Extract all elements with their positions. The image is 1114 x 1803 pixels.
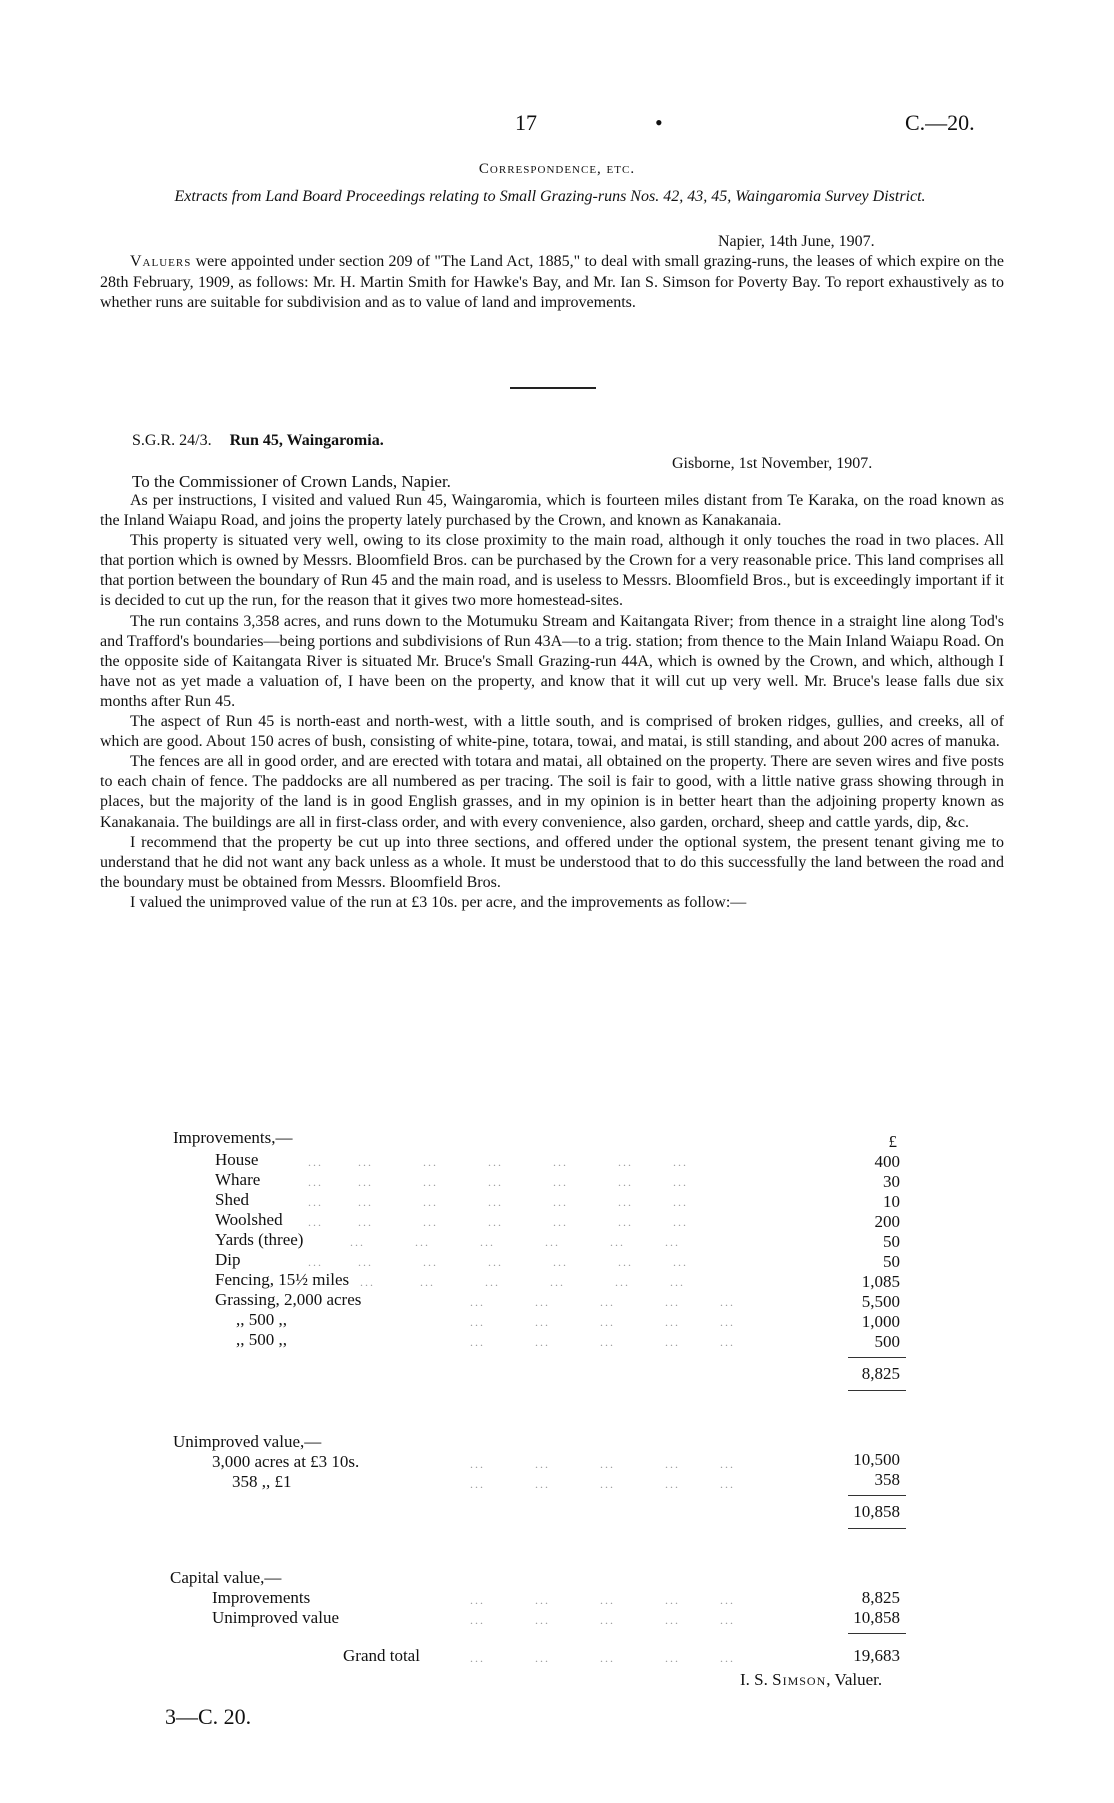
total-rule <box>848 1357 906 1358</box>
section-title: Correspondence, etc. <box>478 161 636 177</box>
valuers-lead: Valuers <box>130 253 192 270</box>
sgr-reference: S.G.R. 24/3. <box>132 432 212 449</box>
item-amount: 50 <box>883 1252 900 1271</box>
report-paragraph-3: The run contains 3,358 acres, and runs down to the Motumuku Stream and Kaitangata River; from thence in a straight line along Tod's and Trafford's boundaries—being portions and subdivisions of Run 43A—to a trig. station; from thence to the Main Inland Waiapu Road. On the opposite side of Kaitangata River is situated Mr. Bruce's Small Grazing-run 44A, which is owned by the Crown, and which, although I have not as yet made a valuation of, I have been on the property, and know that it will cut up very well. Mr. Bruce's lease falls due six months after Run 45. <box>100 612 1004 710</box>
leader-dots: ... ... ... ... ... ... ... <box>308 1255 688 1269</box>
addressee: To the Commissioner of Crown Lands, Napier. <box>132 472 451 491</box>
leader-dots: ... ... ... ... ... ... <box>350 1235 680 1249</box>
leader-dots: ... ... ... ... ... <box>470 1651 735 1665</box>
signatory-role: , Valuer. <box>826 1670 883 1689</box>
item-amount: 1,000 <box>861 1312 900 1331</box>
leader-dots: ... ... ... ... ... ... <box>360 1275 685 1289</box>
report-paragraph-7: I valued the unimproved value of the run at £3 10s. per acre, and the improvements as follow:— <box>130 893 747 911</box>
grand-total-amount: 19,683 <box>853 1646 900 1665</box>
report-reference-line <box>132 432 384 450</box>
capital-amount: 10,858 <box>853 1608 900 1627</box>
unimproved-total: 10,858 <box>853 1502 900 1521</box>
item-amount: 5,500 <box>861 1292 900 1311</box>
improvements-heading: Improvements,— <box>173 1128 293 1147</box>
report-paragraph-4: The aspect of Run 45 is north-east and north-west, with a little south, and is comprised of broken ridges, gullies, and creeks, all of which are good. About 150 acres of bush, consisting of white-pine, totara, towai, and matai, is still standing, and about 200 acres of manuka. <box>100 713 1004 751</box>
leader-dots: ... ... ... ... ... ... ... <box>308 1195 688 1209</box>
capital-amount: 8,825 <box>861 1588 900 1607</box>
document-reference: C.—20. <box>905 110 975 135</box>
total-rule <box>848 1528 906 1529</box>
unimproved-heading: Unimproved value,— <box>173 1432 322 1451</box>
leader-dots: ... ... ... ... ... <box>470 1477 735 1491</box>
leader-dots: ... ... ... ... ... <box>470 1613 735 1627</box>
total-rule <box>848 1390 906 1391</box>
signatory-name: Simson <box>772 1670 827 1689</box>
page-footer-reference: 3—C. 20. <box>165 1704 252 1729</box>
leader-dots: ... ... ... ... ... <box>470 1457 735 1471</box>
extracts-subtitle: Extracts from Land Board Proceedings relating to Small Grazing-runs Nos. 42, 43, 45, Waingaromia Survey District. <box>174 188 926 205</box>
report-paragraph-1: As per instructions, I visited and valued Run 45, Waingaromia, which is fourteen miles distant from Te Karaka, on the road known as the Inland Waiapu Road, and joins the property lately purchased by the Crown, and known as Kanakanaia. <box>100 492 1004 530</box>
leader-dots: ... ... ... ... ... ... ... <box>308 1175 688 1189</box>
item-label: Whare <box>215 1170 261 1189</box>
item-amount: 1,085 <box>861 1272 900 1291</box>
header-dot: • <box>655 110 663 135</box>
grand-total-label: Grand total <box>343 1646 420 1665</box>
item-label: Dip <box>215 1250 241 1269</box>
capital-label: Unimproved value <box>212 1608 339 1627</box>
item-label: Shed <box>215 1190 249 1209</box>
leader-dots: ... ... ... ... ... ... ... <box>308 1155 688 1169</box>
item-amount: 200 <box>874 1212 900 1231</box>
leader-dots: ... ... ... ... ... ... ... <box>308 1215 688 1229</box>
item-amount: 400 <box>874 1152 900 1171</box>
item-label: ,, 500 ,, <box>236 1310 287 1329</box>
capital-label: Improvements <box>212 1588 311 1607</box>
item-amount: 50 <box>883 1232 900 1251</box>
currency-symbol: £ <box>888 1132 897 1151</box>
item-amount: 500 <box>874 1332 900 1351</box>
report-paragraph-2: This property is situated very well, owing to its close proximity to the main road, although it only touches the road in two places. All that portion which is owned by Messrs. Bloomfield Bros. can be purchased by the Crown for a very reasonable price. This land comprises all that portion between the boundary of Run 45 and the main road, and is useless to Messrs. Bloomfield Bros., but is exceedingly important if it is decided to cut up the run, for the reason that it gives two more homestead-sites. <box>100 532 1004 610</box>
item-label: ,, 500 ,, <box>236 1330 287 1349</box>
item-label: Grassing, 2,000 acres <box>215 1290 362 1309</box>
run-title: Run 45, Waingaromia. <box>229 432 384 449</box>
napier-dateline: Napier, 14th June, 1907. <box>718 233 875 250</box>
proceedings-paragraph <box>100 252 1004 314</box>
unimproved-label: 358 ,, £1 <box>232 1472 292 1491</box>
page-number: 17 <box>515 110 537 135</box>
unimproved-amount: 10,500 <box>853 1450 900 1469</box>
total-rule <box>848 1633 906 1634</box>
item-amount: 30 <box>883 1172 900 1191</box>
report-body <box>100 491 1004 913</box>
item-amount: 10 <box>883 1192 900 1211</box>
proceedings-text: were appointed under section 209 of "The Land Act, 1885," to deal with small grazing-runs, the leases of which expire on the 28th February, 1909, as follows: Mr. H. Martin Smith for Hawke's Bay, and Mr. Ian S. Simson for Poverty Bay. To report exhaustively as to whether runs are suitable for subdivision and as to value of land and improvements. <box>100 253 1005 312</box>
gisborne-dateline: Gisborne, 1st November, 1907. <box>672 455 873 472</box>
signatory-initials: I. S. <box>740 1670 768 1689</box>
item-label: Woolshed <box>215 1210 283 1229</box>
unimproved-amount: 358 <box>874 1470 900 1489</box>
total-rule <box>848 1495 906 1496</box>
report-paragraph-6: I recommend that the property be cut up into three sections, and offered under the optional system, the present tenant giving me to understand that he did not want any back unless as a whole. It must be understood that to do this successfully the land between the road and the boundary must be obtained from Messrs. Bloomfield Bros. <box>100 833 1004 891</box>
leader-dots: ... ... ... ... ... <box>470 1315 735 1329</box>
item-label: Fencing, 15½ miles <box>215 1270 350 1289</box>
leader-dots: ... ... ... ... ... <box>470 1335 735 1349</box>
report-paragraph-5: The fences are all in good order, and are erected with totara and matai, all obtained on the property. There are seven wires and five posts to each chain of fence. The paddocks are all numbered as per tracing. The soil is fair to good, with a little native grass showing through in places, but the majority of the land is in good English grasses, and in my opinion is in better heart than the adjoining property known as Kanakanaia. The buildings are all in first-class order, and with every convenience, also garden, orchard, sheep and cattle yards, dip, &c. <box>100 753 1004 831</box>
leader-dots: ... ... ... ... ... <box>470 1593 735 1607</box>
signature <box>740 1670 882 1690</box>
unimproved-label: 3,000 acres at £3 10s. <box>212 1452 360 1471</box>
item-label: House <box>215 1150 259 1169</box>
leader-dots: ... ... ... ... ... <box>470 1295 735 1309</box>
capital-heading: Capital value,— <box>170 1568 282 1587</box>
improvements-total: 8,825 <box>861 1364 900 1383</box>
item-label: Yards (three) <box>215 1230 304 1249</box>
section-divider <box>510 387 596 389</box>
